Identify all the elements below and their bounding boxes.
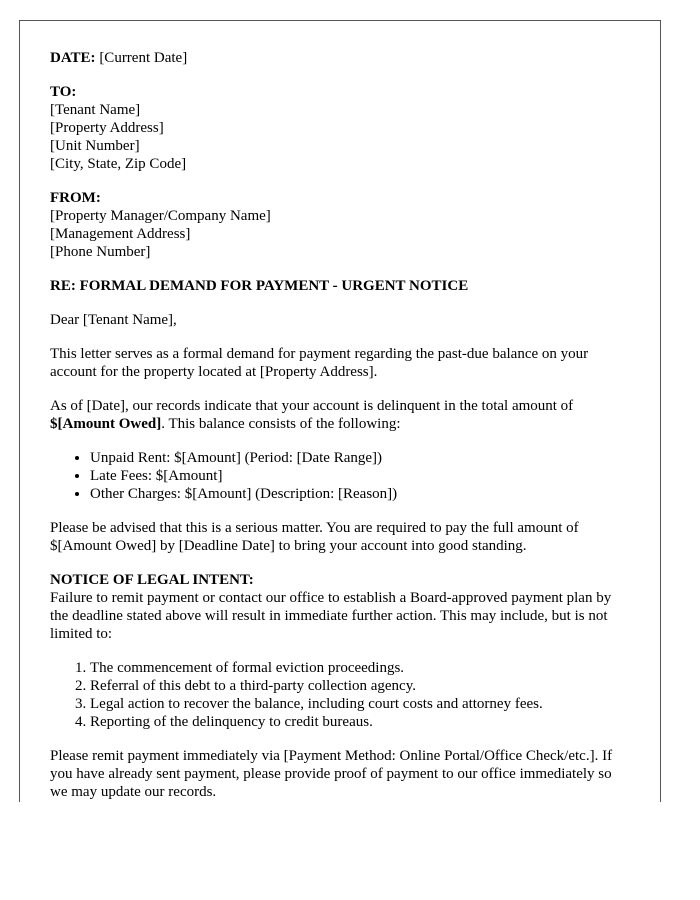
- to-line: [Tenant Name]: [50, 102, 141, 118]
- subject-line: RE: FORMAL DEMAND FOR PAYMENT - URGENT NOTICE: [50, 278, 469, 294]
- from-line: [Management Address]: [50, 226, 191, 242]
- charges-list: [50, 449, 630, 503]
- list-item: • Unpaid Rent: $[Amount] (Period: [Date Range]): [90, 449, 630, 467]
- balance-text-after: . This balance consists of the following:: [161, 416, 401, 432]
- list-item: 4. Reporting of the delinquency to credit bureaus.: [90, 713, 630, 731]
- actions-list: [50, 659, 630, 731]
- legal-heading: NOTICE OF LEGAL INTENT:: [50, 572, 254, 588]
- list-item: • Late Fees: $[Amount]: [90, 467, 630, 485]
- list-item: 3. Legal action to recover the balance, including court costs and attorney fees.: [90, 695, 630, 713]
- date-label: DATE:: [50, 50, 96, 66]
- amount-owed: $[Amount Owed]: [50, 416, 162, 432]
- list-item: 2. Referral of this debt to a third-party collection agency.: [90, 677, 630, 695]
- sender-block: [50, 189, 630, 261]
- legal-notice: [50, 571, 630, 643]
- date-line: [50, 49, 630, 67]
- to-line: [Property Address]: [50, 120, 164, 136]
- demand-letter: [19, 20, 661, 802]
- salutation: Dear [Tenant Name],: [50, 312, 177, 328]
- list-item: • Other Charges: $[Amount] (Description: [Reason]): [90, 485, 630, 503]
- balance-text-before: As of [Date], our records indicate that your account is delinquent in the total amount of: [50, 398, 574, 414]
- balance-paragraph: [50, 397, 630, 433]
- to-line: [City, State, Zip Code]: [50, 156, 187, 172]
- to-line: [Unit Number]: [50, 138, 140, 154]
- from-line: [Property Manager/Company Name]: [50, 208, 271, 224]
- recipient-block: [50, 83, 630, 173]
- legal-text: Failure to remit payment or contact our office to establish a Board-approved payment plan by the deadline stated above will result in immediate further action. This may include, but is not limited to:: [50, 590, 612, 642]
- deadline-paragraph: Please be advised that this is a serious matter. You are required to pay the full amount of $[Amount Owed] by [Deadline Date] to bring your account into good standing.: [50, 520, 579, 554]
- date-value: [Current Date]: [95, 50, 188, 66]
- from-line: [Phone Number]: [50, 244, 151, 260]
- to-label: TO:: [50, 84, 77, 100]
- from-label: FROM:: [50, 190, 101, 206]
- closing-paragraph: Please remit payment immediately via [Payment Method: Online Portal/Office Check/etc.]. If you have already sent payment, please provide proof of payment to our office immediately so we may update our records.: [50, 748, 613, 800]
- intro-paragraph: This letter serves as a formal demand for payment regarding the past-due balance on your account for the property located at [Property Address].: [50, 346, 589, 380]
- list-item: 1. The commencement of formal eviction proceedings.: [90, 659, 630, 677]
